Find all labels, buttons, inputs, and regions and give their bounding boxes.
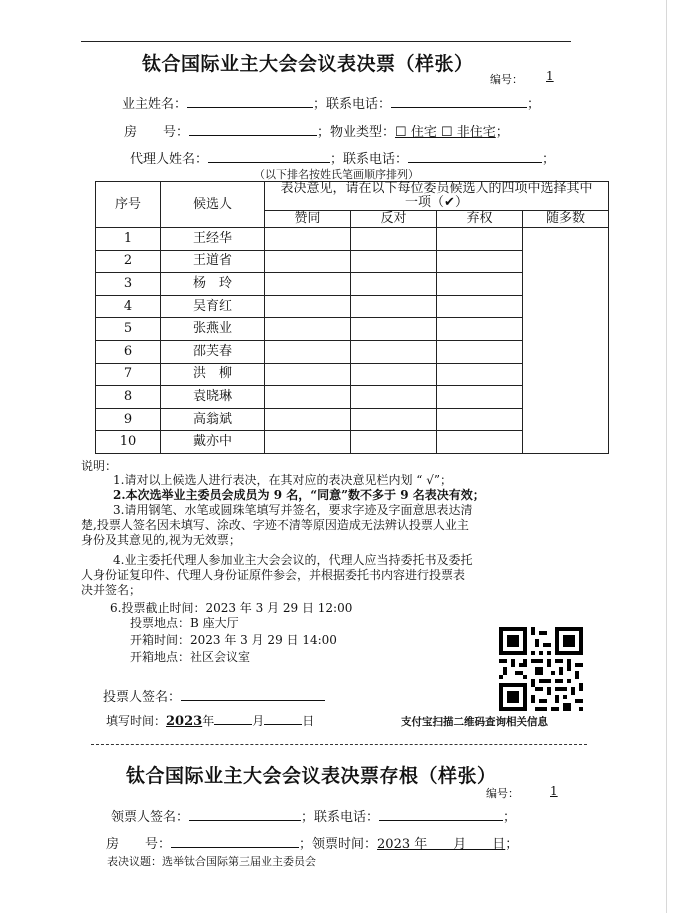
note-3-line-2: 楚,投票人签名因未填写、涂改、字迹不清等原因造成无法辨认投票人业主 [81, 518, 469, 532]
vote-abstain-cell[interactable] [437, 250, 523, 273]
owner-phone-label: ；联系电话： [313, 97, 392, 112]
vote-abstain-cell[interactable] [437, 363, 523, 386]
note-3-line-3: 身份及其意见的,视为无效票； [81, 533, 241, 547]
tear-line [91, 744, 587, 745]
option-follow-majority-header: 随多数 [523, 211, 609, 228]
stub-title: 钛合国际业主大会会议表决票存根（样张） [126, 765, 497, 787]
vote-table [95, 181, 609, 454]
row-number: 5 [96, 318, 161, 341]
row-number: 4 [96, 295, 161, 318]
candidate-name: 高翁斌 [161, 408, 265, 431]
vote-oppose-cell[interactable] [351, 228, 437, 251]
fill-day-field[interactable] [264, 712, 302, 725]
candidate-name: 洪 柳 [161, 363, 265, 386]
room-label: 房 号： [124, 125, 190, 140]
day-unit: 日 [302, 714, 315, 728]
row-number: 1 [96, 228, 161, 251]
candidate-row [96, 228, 609, 251]
fill-time-label: 填写时间： [106, 714, 167, 728]
vote-agree-cell[interactable] [265, 228, 351, 251]
vote-oppose-cell[interactable] [351, 273, 437, 296]
year-unit: 年 [202, 714, 215, 728]
vote-abstain-cell[interactable] [437, 318, 523, 341]
vote-agree-cell[interactable] [265, 273, 351, 296]
stub-room-label: 房 号： [106, 837, 172, 852]
order-note: （以下排名按姓氏笔画顺序排列） [254, 168, 419, 181]
vote-oppose-cell[interactable] [351, 340, 437, 363]
candidate-name: 王经华 [161, 228, 265, 251]
stub-phone-label: ；联系电话： [301, 810, 380, 825]
property-type-options[interactable]: ☐ 住宅 ☐ 非住宅 [395, 125, 496, 140]
voter-signature-label: 投票人签名： [103, 690, 182, 705]
stub-phone-field[interactable] [379, 808, 503, 821]
vote-agree-cell[interactable] [265, 431, 351, 454]
stub-receive-time-label: ；领票时间： [299, 837, 378, 852]
owner-phone-field[interactable] [391, 95, 527, 108]
vote-abstain-cell[interactable] [437, 340, 523, 363]
candidate-name: 王道省 [161, 250, 265, 273]
vote-oppose-cell[interactable] [351, 408, 437, 431]
agent-row [130, 148, 555, 167]
open-place: 开箱地点：社区会议室 [130, 650, 251, 664]
fill-year: 2023 [166, 714, 203, 729]
fill-time-row [106, 712, 314, 729]
col-candidate-header: 候选人 [161, 182, 265, 228]
end-punct: ； [503, 810, 517, 825]
vote-deadline: 6.投票截止时间：2023 年 3 月 29 日 12:00 [110, 601, 353, 615]
col-index-header: 序号 [96, 182, 161, 228]
open-time: 开箱时间：2023 年 3 月 29 日 14:00 [130, 633, 337, 647]
vote-abstain-cell[interactable] [437, 408, 523, 431]
vote-abstain-cell[interactable] [437, 228, 523, 251]
vote-abstain-cell[interactable] [437, 295, 523, 318]
note-4-line-1: 4.业主委托代理人参加业主大会会议的，代理人应当持委托书及委托 [113, 553, 473, 567]
serial-number: 1 [546, 69, 554, 83]
vote-abstain-cell[interactable] [437, 431, 523, 454]
vote-oppose-cell[interactable] [351, 386, 437, 409]
row-number: 8 [96, 386, 161, 409]
stub-topic: 表决议题：选举钛合国际第三届业主委员会 [107, 855, 316, 868]
stub-serial-number: 1 [550, 784, 558, 798]
option-agree-header: 赞同 [265, 211, 351, 228]
agent-name-field[interactable] [208, 150, 330, 163]
vote-agree-cell[interactable] [265, 250, 351, 273]
end-punct: ； [542, 152, 556, 167]
option-oppose-header: 反对 [351, 211, 437, 228]
stub-serial-label: 编号： [486, 787, 519, 800]
row-number: 3 [96, 273, 161, 296]
ballot-title: 钛合国际业主大会会议表决票（样张） [142, 53, 474, 75]
candidate-name: 戴亦中 [161, 431, 265, 454]
vote-oppose-cell[interactable] [351, 431, 437, 454]
stub-receive-time[interactable]: 2023 年 月 日 [377, 837, 506, 852]
agent-phone-label: ；联系电话： [330, 152, 409, 167]
candidate-name: 邵芙春 [161, 340, 265, 363]
vote-abstain-cell[interactable] [437, 273, 523, 296]
row-number: 2 [96, 250, 161, 273]
note-4-line-2: 人身份证复印件、代理人身份证原件参会，并根据委托书内容进行投票表 [81, 568, 466, 582]
owner-name-label: 业主姓名： [122, 97, 188, 112]
candidate-name: 吴育红 [161, 295, 265, 318]
room-row [124, 121, 509, 140]
candidate-name: 张燕业 [161, 318, 265, 341]
vote-agree-cell[interactable] [265, 386, 351, 409]
row-number: 9 [96, 408, 161, 431]
vote-oppose-cell[interactable] [351, 295, 437, 318]
note-3-line-1: 3.请用钢笔、水笔或圆珠笔填写并签名，要求字迹及字面意思表达清 [113, 503, 473, 517]
vote-agree-cell[interactable] [265, 295, 351, 318]
stub-receiver-field[interactable] [189, 808, 301, 821]
option-abstain-header: 弃权 [437, 211, 523, 228]
row-number: 7 [96, 363, 161, 386]
owner-name-field[interactable] [187, 95, 313, 108]
agent-phone-field[interactable] [408, 150, 542, 163]
vote-agree-cell[interactable] [265, 363, 351, 386]
stub-room-row [106, 833, 518, 852]
voter-signature-field[interactable] [181, 688, 325, 701]
vote-abstain-cell[interactable] [437, 386, 523, 409]
vote-agree-cell[interactable] [265, 318, 351, 341]
note-1: 1.请对以上候选人进行表决，在其对应的表决意见栏内划 “ √”； [113, 473, 452, 487]
end-punct: ； [527, 97, 541, 112]
candidate-name: 袁晓琳 [161, 386, 265, 409]
qr-caption: 支付宝扫描二维码查询相关信息 [401, 716, 548, 728]
vote-agree-cell[interactable] [265, 408, 351, 431]
room-field[interactable] [189, 123, 317, 136]
vote-place: 投票地点：B 座大厅 [130, 616, 239, 630]
row-number: 10 [96, 431, 161, 454]
owner-info-row [122, 93, 540, 112]
end-punct: ； [495, 125, 509, 140]
top-rule [81, 41, 571, 42]
agent-name-label: 代理人姓名： [130, 152, 209, 167]
month-unit: 月 [252, 714, 265, 728]
qr-code-icon[interactable] [499, 627, 583, 711]
end-punct: ； [505, 837, 519, 852]
page-edge [666, 0, 667, 913]
note-2: 2.本次选举业主委员会成员为 9 名，“同意”数不多于 9 名表决有效； [113, 488, 485, 502]
voter-signature-row [103, 686, 325, 705]
note-4-line-3: 决并签名； [81, 583, 142, 597]
serial-label: 编号： [490, 73, 523, 86]
candidate-name: 杨 玲 [161, 273, 265, 296]
notes-heading: 说明： [81, 459, 118, 473]
stub-room-field[interactable] [171, 835, 299, 848]
row-number: 6 [96, 340, 161, 363]
stub-receiver-row [111, 806, 516, 825]
property-type-label: ；物业类型： [317, 125, 396, 140]
stub-receiver-label: 领票人签名： [111, 810, 190, 825]
fill-month-field[interactable] [214, 712, 252, 725]
opinion-header: 表决意见，请在以下每位委员候选人的四项中选择其中一项（✔） [265, 182, 609, 211]
vote-oppose-cell[interactable] [351, 363, 437, 386]
vote-follow-majority-cell[interactable] [523, 228, 609, 454]
vote-oppose-cell[interactable] [351, 318, 437, 341]
vote-agree-cell[interactable] [265, 340, 351, 363]
vote-oppose-cell[interactable] [351, 250, 437, 273]
